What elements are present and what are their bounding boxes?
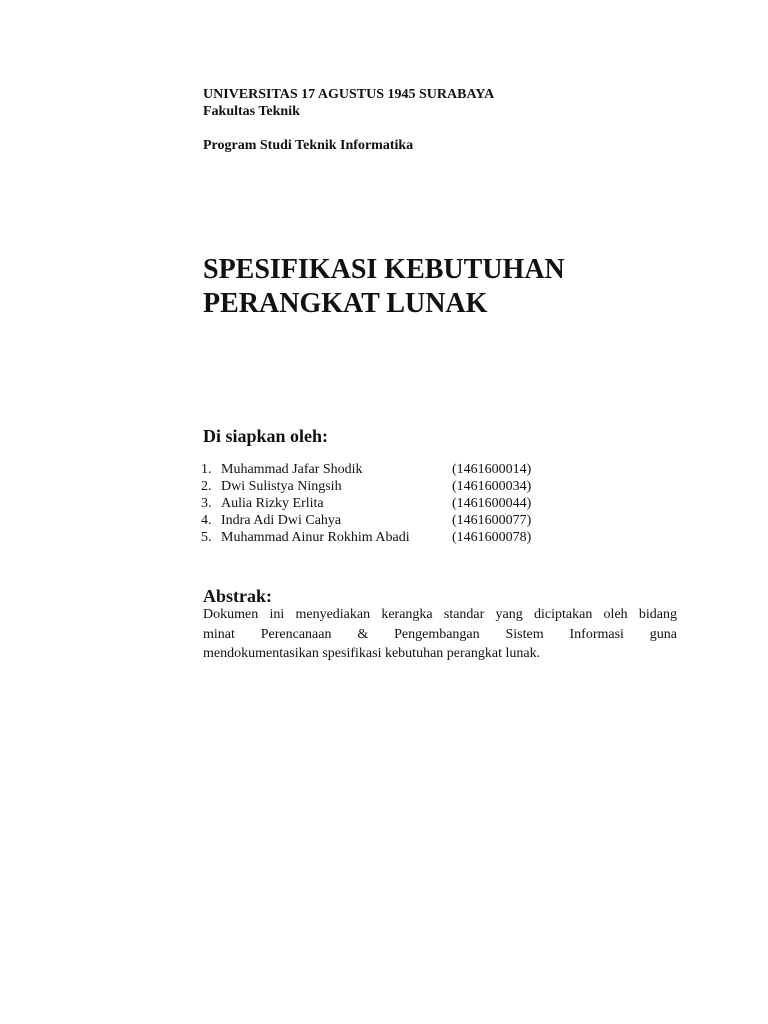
author-student-id: (1461600078) [452, 530, 532, 545]
author-number: 3. [201, 496, 212, 511]
university-name: UNIVERSITAS 17 AGUSTUS 1945 SURABAYA [203, 87, 495, 102]
author-number: 1. [201, 462, 212, 477]
author-name: Dwi Sulistya Ningsih [221, 479, 342, 494]
document-title-line: SPESIFIKASI KEBUTUHAN [203, 254, 565, 285]
author-student-id: (1461600034) [452, 479, 532, 494]
study-program: Program Studi Teknik Informatika [203, 138, 414, 153]
abstract-line: minat Perencanaan & Pengembangan Sistem Informasi guna [203, 626, 677, 642]
author-name: Aulia Rizky Erlita [221, 496, 324, 511]
author-student-id: (1461600044) [452, 496, 532, 511]
abstract-line: Dokumen ini menyediakan kerangka standar yang diciptakan oleh bidang [203, 607, 677, 622]
author-student-id: (1461600014) [452, 462, 532, 477]
author-student-id: (1461600077) [452, 513, 532, 528]
author-name: Muhammad Ainur Rokhim Abadi [221, 530, 410, 545]
faculty-name: Fakultas Teknik [203, 104, 300, 119]
author-number: 5. [201, 530, 212, 545]
author-row [201, 461, 561, 478]
author-name: Muhammad Jafar Shodik [221, 462, 363, 477]
author-number: 2. [201, 479, 212, 494]
prepared-by-heading: Di siapkan oleh: [203, 426, 329, 446]
author-row [201, 478, 561, 495]
document-title-line: PERANGKAT LUNAK [203, 288, 488, 319]
author-row [201, 512, 561, 529]
abstract-heading: Abstrak: [203, 586, 273, 606]
author-number: 4. [201, 513, 212, 528]
abstract-body [203, 605, 677, 664]
document-title [203, 253, 683, 321]
author-row [201, 529, 561, 546]
author-name: Indra Adi Dwi Cahya [221, 513, 342, 528]
author-row [201, 495, 561, 512]
author-list [201, 461, 561, 546]
abstract-line: mendokumentasikan spesifikasi kebutuhan perangkat lunak. [203, 646, 541, 661]
